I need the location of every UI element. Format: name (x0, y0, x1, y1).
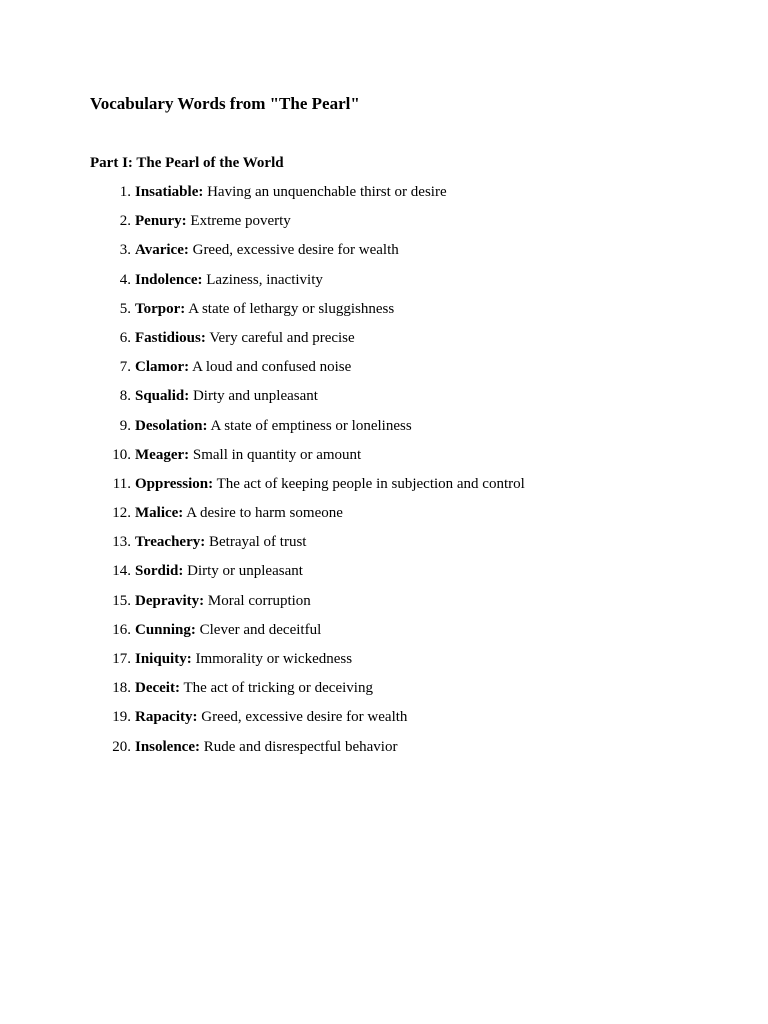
item-number: 3. (119, 242, 131, 259)
item-number: 18. (112, 680, 131, 697)
item-number: 4. (119, 271, 131, 288)
vocabulary-term: Desolation: (135, 417, 208, 434)
vocabulary-definition: A loud and confused noise (192, 359, 352, 376)
section-heading: Part I: The Pearl of the World (90, 155, 284, 171)
vocabulary-definition: Extreme poverty (190, 213, 291, 230)
item-number: 7. (119, 359, 131, 376)
vocabulary-definition: Having an unquenchable thirst or desire (207, 184, 447, 200)
vocabulary-definition: Dirty and unpleasant (192, 388, 318, 405)
vocabulary-term: Depravity: (135, 592, 205, 609)
vocabulary-term: Indolence: (135, 271, 203, 288)
vocabulary-definition: Moral corruption (207, 592, 311, 609)
vocabulary-term: Avarice: (135, 242, 189, 259)
vocabulary-term: Squalid: (135, 388, 190, 405)
item-number: 13. (112, 534, 131, 551)
item-number: 19. (112, 709, 131, 726)
vocabulary-definition: Dirty or unpleasant (187, 563, 303, 580)
vocabulary-definition: The act of keeping people in subjection and control (216, 475, 525, 492)
vocabulary-definition: Very careful and precise (209, 329, 355, 346)
vocabulary-term: Fastidious: (135, 329, 206, 346)
item-number: 1. (119, 184, 131, 200)
vocabulary-term: Torpor: (135, 300, 186, 317)
vocabulary-definition: A state of emptiness or loneliness (210, 417, 412, 434)
item-number: 16. (112, 621, 131, 638)
item-number: 8. (119, 388, 131, 405)
item-number: 20. (112, 738, 131, 755)
vocabulary-definition: Immorality or wickedness (195, 651, 353, 667)
item-number: 6. (119, 329, 131, 346)
vocabulary-definition: Rude and disrespectful behavior (203, 738, 398, 755)
vocabulary-definition: The act of tricking or deceiving (183, 680, 373, 697)
vocabulary-definition: Greed, excessive desire for wealth (201, 709, 408, 726)
item-number: 11. (112, 475, 131, 492)
item-number: 10. (112, 446, 131, 463)
vocabulary-definition: Small in quantity or amount (192, 446, 362, 463)
item-number: 14. (112, 563, 131, 580)
vocabulary-term: Cunning: (135, 621, 196, 638)
vocabulary-term: Insatiable: (135, 184, 204, 200)
item-number: 12. (112, 505, 131, 522)
item-number: 17. (112, 651, 131, 667)
vocabulary-term: Meager: (135, 446, 190, 463)
vocabulary-definition: Betrayal of trust (209, 534, 307, 551)
vocabulary-definition: A desire to harm someone (186, 505, 343, 522)
vocabulary-term: Insolence: (135, 738, 200, 755)
item-number: 5. (119, 300, 131, 317)
item-number: 15. (112, 592, 131, 609)
vocabulary-definition: Greed, excessive desire for wealth (192, 242, 399, 259)
vocabulary-term: Deceit: (135, 680, 180, 697)
vocabulary-term: Oppression: (135, 475, 214, 492)
item-number: 2. (119, 213, 131, 230)
vocabulary-term: Clamor: (135, 359, 190, 376)
vocabulary-term: Iniquity: (135, 651, 192, 667)
vocabulary-definition: Clever and deceitful (199, 621, 322, 638)
vocabulary-term: Rapacity: (135, 709, 198, 726)
vocabulary-term: Penury: (135, 213, 187, 230)
item-number: 9. (119, 417, 131, 434)
vocabulary-term: Malice: (135, 505, 184, 522)
vocabulary-definition: Laziness, inactivity (206, 271, 323, 288)
vocabulary-term: Treachery: (135, 534, 206, 551)
document-title: Vocabulary Words from "The Pearl" (90, 94, 360, 113)
vocabulary-term: Sordid: (135, 563, 184, 580)
vocabulary-definition: A state of lethargy or sluggishness (188, 300, 395, 317)
